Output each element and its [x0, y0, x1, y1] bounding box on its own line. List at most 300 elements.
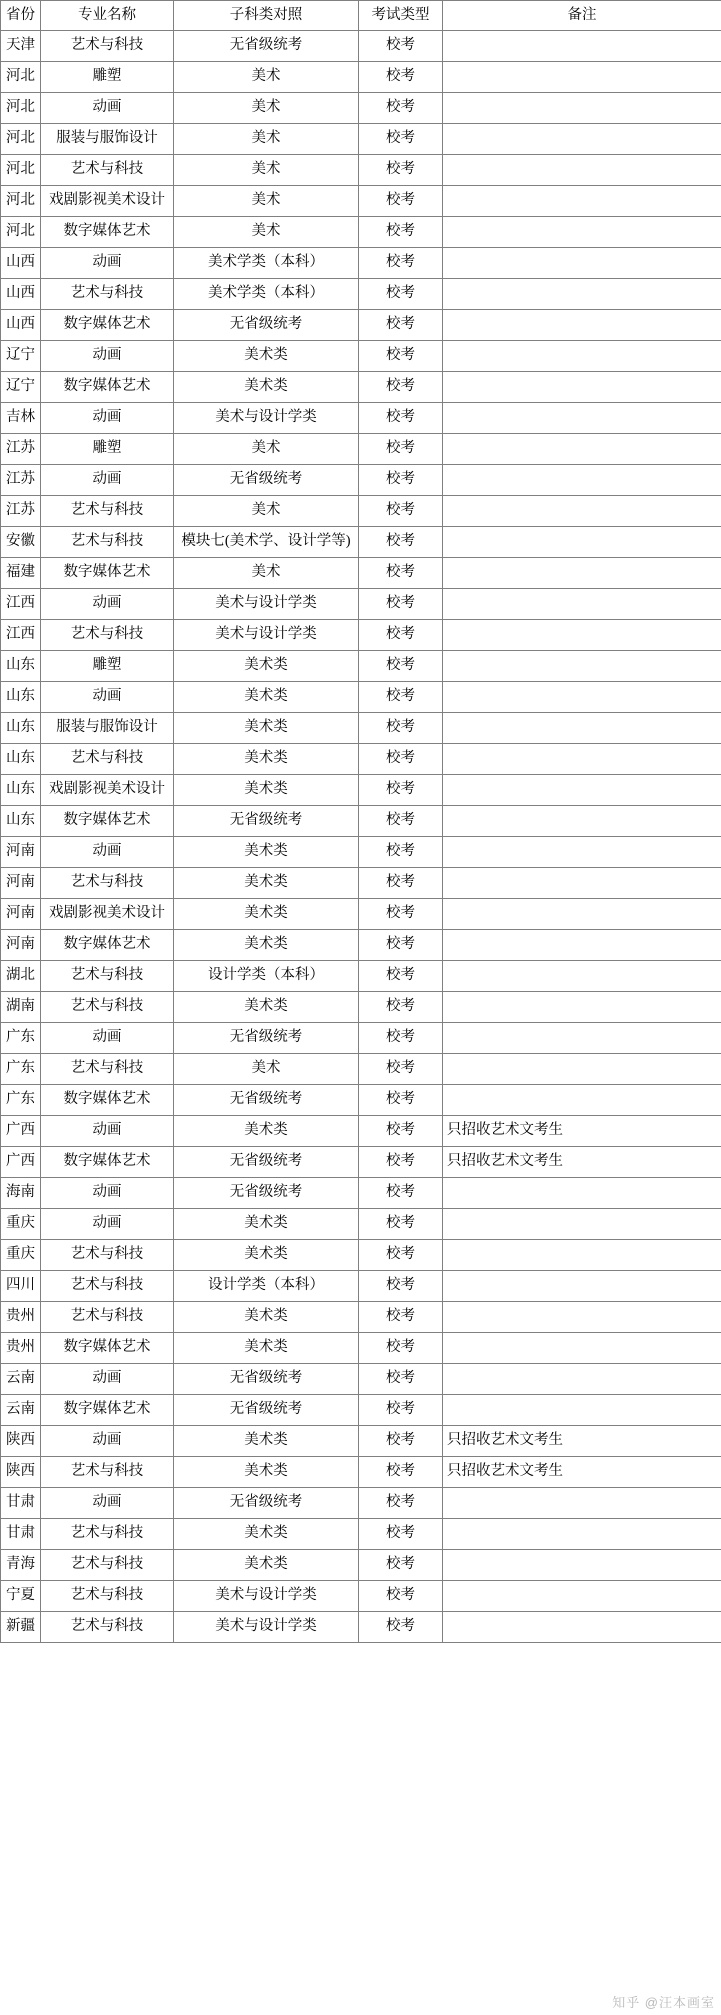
cell-province: 广西	[1, 1116, 41, 1147]
cell-remark	[443, 1364, 721, 1395]
cell-remark	[443, 620, 721, 651]
cell-major: 数字媒体艺术	[41, 806, 174, 837]
cell-major: 艺术与科技	[41, 1240, 174, 1271]
cell-major: 动画	[41, 1364, 174, 1395]
cell-subject: 美术类	[174, 992, 359, 1023]
cell-major: 动画	[41, 1178, 174, 1209]
cell-province: 广东	[1, 1085, 41, 1116]
cell-remark	[443, 713, 721, 744]
cell-subject: 美术与设计学类	[174, 589, 359, 620]
table-header-row	[1, 1, 721, 31]
cell-province: 河北	[1, 124, 41, 155]
cell-remark	[443, 1581, 721, 1612]
table-row	[1, 1240, 721, 1271]
table-row	[1, 961, 721, 992]
column-header-remark: 备注	[443, 1, 721, 31]
cell-exam-type: 校考	[359, 1426, 443, 1457]
cell-major: 动画	[41, 1209, 174, 1240]
table-row	[1, 341, 721, 372]
table-row	[1, 1302, 721, 1333]
table-row	[1, 1023, 721, 1054]
cell-exam-type: 校考	[359, 496, 443, 527]
cell-subject: 美术类	[174, 1240, 359, 1271]
cell-exam-type: 校考	[359, 1550, 443, 1581]
cell-exam-type: 校考	[359, 1581, 443, 1612]
cell-major: 数字媒体艺术	[41, 217, 174, 248]
cell-subject: 无省级统考	[174, 1364, 359, 1395]
cell-province: 广西	[1, 1147, 41, 1178]
cell-subject: 美术	[174, 496, 359, 527]
cell-province: 福建	[1, 558, 41, 589]
cell-major: 艺术与科技	[41, 1519, 174, 1550]
cell-province: 山东	[1, 775, 41, 806]
cell-major: 艺术与科技	[41, 1271, 174, 1302]
cell-subject: 美术类	[174, 899, 359, 930]
cell-major: 戏剧影视美术设计	[41, 775, 174, 806]
table-row	[1, 186, 721, 217]
cell-exam-type: 校考	[359, 434, 443, 465]
cell-remark: 只招收艺术文考生	[443, 1116, 721, 1147]
cell-remark	[443, 279, 721, 310]
cell-province: 青海	[1, 1550, 41, 1581]
cell-remark	[443, 217, 721, 248]
cell-subject: 美术	[174, 558, 359, 589]
cell-subject: 无省级统考	[174, 1023, 359, 1054]
cell-major: 动画	[41, 1116, 174, 1147]
cell-subject: 美术类	[174, 837, 359, 868]
cell-subject: 美术与设计学类	[174, 403, 359, 434]
table-row	[1, 1550, 721, 1581]
watermark: 知乎 @汪本画室	[612, 1995, 715, 2010]
table-row	[1, 1054, 721, 1085]
cell-province: 贵州	[1, 1302, 41, 1333]
table-row	[1, 217, 721, 248]
column-header-exam-type: 考试类型	[359, 1, 443, 31]
cell-exam-type: 校考	[359, 1178, 443, 1209]
table-row	[1, 620, 721, 651]
cell-exam-type: 校考	[359, 310, 443, 341]
cell-remark	[443, 62, 721, 93]
cell-subject: 美术类	[174, 1519, 359, 1550]
cell-major: 数字媒体艺术	[41, 372, 174, 403]
cell-exam-type: 校考	[359, 1271, 443, 1302]
cell-province: 陕西	[1, 1426, 41, 1457]
cell-subject: 美术学类（本科）	[174, 279, 359, 310]
cell-province: 江西	[1, 620, 41, 651]
table-row	[1, 93, 721, 124]
cell-remark	[443, 651, 721, 682]
cell-exam-type: 校考	[359, 1054, 443, 1085]
table-row	[1, 899, 721, 930]
cell-exam-type: 校考	[359, 217, 443, 248]
cell-major: 艺术与科技	[41, 868, 174, 899]
cell-major: 动画	[41, 341, 174, 372]
cell-exam-type: 校考	[359, 1364, 443, 1395]
cell-subject: 美术类	[174, 1457, 359, 1488]
cell-subject: 美术与设计学类	[174, 1581, 359, 1612]
table-row	[1, 1209, 721, 1240]
table-row	[1, 868, 721, 899]
cell-subject: 美术类	[174, 341, 359, 372]
cell-major: 艺术与科技	[41, 1302, 174, 1333]
table-row	[1, 1116, 721, 1147]
cell-subject: 美术类	[174, 1333, 359, 1364]
cell-province: 河南	[1, 899, 41, 930]
cell-exam-type: 校考	[359, 1023, 443, 1054]
cell-major: 数字媒体艺术	[41, 1085, 174, 1116]
cell-major: 动画	[41, 465, 174, 496]
cell-remark	[443, 434, 721, 465]
cell-province: 辽宁	[1, 341, 41, 372]
cell-province: 重庆	[1, 1240, 41, 1271]
cell-remark	[443, 341, 721, 372]
cell-remark: 只招收艺术文考生	[443, 1147, 721, 1178]
cell-remark	[443, 1488, 721, 1519]
cell-province: 山东	[1, 651, 41, 682]
table-header	[1, 1, 721, 31]
table-row	[1, 31, 721, 62]
cell-major: 艺术与科技	[41, 744, 174, 775]
cell-remark	[443, 1550, 721, 1581]
cell-exam-type: 校考	[359, 713, 443, 744]
cell-subject: 美术与设计学类	[174, 1612, 359, 1643]
cell-subject: 设计学类（本科）	[174, 1271, 359, 1302]
table-row	[1, 558, 721, 589]
cell-major: 动画	[41, 1488, 174, 1519]
cell-major: 动画	[41, 837, 174, 868]
cell-exam-type: 校考	[359, 775, 443, 806]
cell-remark	[443, 868, 721, 899]
cell-province: 新疆	[1, 1612, 41, 1643]
cell-province: 云南	[1, 1395, 41, 1426]
cell-remark	[443, 93, 721, 124]
cell-remark	[443, 682, 721, 713]
cell-exam-type: 校考	[359, 248, 443, 279]
table-row	[1, 651, 721, 682]
cell-exam-type: 校考	[359, 1612, 443, 1643]
cell-exam-type: 校考	[359, 1116, 443, 1147]
cell-major: 数字媒体艺术	[41, 1333, 174, 1364]
cell-remark	[443, 1519, 721, 1550]
table-row	[1, 279, 721, 310]
cell-subject: 无省级统考	[174, 1395, 359, 1426]
column-header-subject: 子科类对照	[174, 1, 359, 31]
table-row	[1, 1519, 721, 1550]
table-row	[1, 1085, 721, 1116]
cell-remark	[443, 961, 721, 992]
cell-exam-type: 校考	[359, 1519, 443, 1550]
cell-subject: 美术类	[174, 1116, 359, 1147]
cell-subject: 美术	[174, 217, 359, 248]
table-row	[1, 1395, 721, 1426]
cell-subject: 美术	[174, 434, 359, 465]
cell-subject: 美术类	[174, 775, 359, 806]
cell-remark: 只招收艺术文考生	[443, 1457, 721, 1488]
cell-subject: 无省级统考	[174, 806, 359, 837]
cell-exam-type: 校考	[359, 1085, 443, 1116]
cell-exam-type: 校考	[359, 155, 443, 186]
cell-major: 动画	[41, 403, 174, 434]
cell-exam-type: 校考	[359, 744, 443, 775]
table-row	[1, 806, 721, 837]
table-body	[1, 31, 721, 1643]
cell-subject: 美术类	[174, 868, 359, 899]
cell-exam-type: 校考	[359, 558, 443, 589]
cell-major: 艺术与科技	[41, 155, 174, 186]
cell-major: 雕塑	[41, 434, 174, 465]
cell-exam-type: 校考	[359, 992, 443, 1023]
cell-exam-type: 校考	[359, 620, 443, 651]
cell-exam-type: 校考	[359, 124, 443, 155]
cell-province: 广东	[1, 1023, 41, 1054]
cell-province: 河北	[1, 93, 41, 124]
cell-exam-type: 校考	[359, 1147, 443, 1178]
table-row	[1, 1147, 721, 1178]
cell-subject: 无省级统考	[174, 1147, 359, 1178]
cell-province: 安徽	[1, 527, 41, 558]
cell-remark	[443, 1209, 721, 1240]
cell-province: 山东	[1, 682, 41, 713]
cell-subject: 美术类	[174, 1550, 359, 1581]
table-row	[1, 1457, 721, 1488]
cell-remark	[443, 403, 721, 434]
cell-major: 动画	[41, 1023, 174, 1054]
cell-remark	[443, 1085, 721, 1116]
cell-subject: 无省级统考	[174, 1085, 359, 1116]
cell-major: 雕塑	[41, 62, 174, 93]
cell-major: 艺术与科技	[41, 279, 174, 310]
cell-major: 艺术与科技	[41, 1457, 174, 1488]
cell-remark	[443, 496, 721, 527]
cell-exam-type: 校考	[359, 1488, 443, 1519]
cell-remark	[443, 992, 721, 1023]
cell-major: 动画	[41, 248, 174, 279]
cell-exam-type: 校考	[359, 341, 443, 372]
cell-province: 江苏	[1, 465, 41, 496]
cell-exam-type: 校考	[359, 682, 443, 713]
cell-exam-type: 校考	[359, 589, 443, 620]
table-row	[1, 1333, 721, 1364]
cell-province: 四川	[1, 1271, 41, 1302]
table-row	[1, 310, 721, 341]
table-row	[1, 1178, 721, 1209]
cell-remark	[443, 155, 721, 186]
cell-subject: 美术类	[174, 682, 359, 713]
cell-subject: 美术	[174, 62, 359, 93]
cell-major: 服装与服饰设计	[41, 124, 174, 155]
table-row	[1, 1271, 721, 1302]
cell-province: 山西	[1, 279, 41, 310]
cell-major: 动画	[41, 589, 174, 620]
cell-exam-type: 校考	[359, 372, 443, 403]
cell-remark	[443, 1333, 721, 1364]
cell-subject: 无省级统考	[174, 465, 359, 496]
cell-major: 服装与服饰设计	[41, 713, 174, 744]
cell-exam-type: 校考	[359, 31, 443, 62]
cell-exam-type: 校考	[359, 837, 443, 868]
cell-province: 山东	[1, 744, 41, 775]
cell-remark	[443, 1395, 721, 1426]
cell-province: 山西	[1, 248, 41, 279]
cell-remark: 只招收艺术文考生	[443, 1426, 721, 1457]
cell-remark	[443, 930, 721, 961]
cell-subject: 美术	[174, 93, 359, 124]
table-row	[1, 155, 721, 186]
table-row	[1, 713, 721, 744]
cell-remark	[443, 527, 721, 558]
table-row	[1, 837, 721, 868]
cell-province: 河南	[1, 837, 41, 868]
cell-province: 河北	[1, 62, 41, 93]
cell-remark	[443, 248, 721, 279]
cell-remark	[443, 372, 721, 403]
table-row	[1, 1581, 721, 1612]
cell-province: 江苏	[1, 496, 41, 527]
cell-major: 数字媒体艺术	[41, 1147, 174, 1178]
cell-exam-type: 校考	[359, 279, 443, 310]
cell-major: 数字媒体艺术	[41, 310, 174, 341]
table-row	[1, 1364, 721, 1395]
cell-remark	[443, 1302, 721, 1333]
cell-province: 湖北	[1, 961, 41, 992]
cell-major: 艺术与科技	[41, 496, 174, 527]
table-row	[1, 1426, 721, 1457]
cell-major: 艺术与科技	[41, 1612, 174, 1643]
table-row	[1, 248, 721, 279]
cell-province: 江苏	[1, 434, 41, 465]
table-row	[1, 124, 721, 155]
cell-exam-type: 校考	[359, 868, 443, 899]
cell-exam-type: 校考	[359, 93, 443, 124]
cell-exam-type: 校考	[359, 1209, 443, 1240]
cell-major: 戏剧影视美术设计	[41, 186, 174, 217]
cell-subject: 美术类	[174, 1302, 359, 1333]
cell-remark	[443, 558, 721, 589]
cell-major: 艺术与科技	[41, 620, 174, 651]
cell-province: 辽宁	[1, 372, 41, 403]
cell-exam-type: 校考	[359, 1395, 443, 1426]
cell-major: 艺术与科技	[41, 527, 174, 558]
cell-subject: 美术类	[174, 930, 359, 961]
cell-remark	[443, 899, 721, 930]
cell-province: 河南	[1, 868, 41, 899]
cell-subject: 美术	[174, 124, 359, 155]
cell-remark	[443, 124, 721, 155]
cell-major: 动画	[41, 93, 174, 124]
table-row	[1, 527, 721, 558]
column-header-major: 专业名称	[41, 1, 174, 31]
cell-major: 数字媒体艺术	[41, 1395, 174, 1426]
cell-subject: 美术学类（本科）	[174, 248, 359, 279]
cell-major: 艺术与科技	[41, 1550, 174, 1581]
cell-province: 陕西	[1, 1457, 41, 1488]
cell-province: 重庆	[1, 1209, 41, 1240]
cell-remark	[443, 465, 721, 496]
table-row	[1, 403, 721, 434]
cell-province: 贵州	[1, 1333, 41, 1364]
cell-major: 雕塑	[41, 651, 174, 682]
cell-province: 河北	[1, 217, 41, 248]
cell-province: 湖南	[1, 992, 41, 1023]
cell-province: 天津	[1, 31, 41, 62]
cell-exam-type: 校考	[359, 62, 443, 93]
cell-province: 河北	[1, 155, 41, 186]
cell-subject: 无省级统考	[174, 31, 359, 62]
cell-exam-type: 校考	[359, 961, 443, 992]
cell-major: 动画	[41, 682, 174, 713]
cell-remark	[443, 837, 721, 868]
cell-exam-type: 校考	[359, 806, 443, 837]
cell-province: 宁夏	[1, 1581, 41, 1612]
cell-subject: 无省级统考	[174, 1488, 359, 1519]
cell-province: 河北	[1, 186, 41, 217]
table-row	[1, 589, 721, 620]
cell-province: 山东	[1, 806, 41, 837]
cell-exam-type: 校考	[359, 186, 443, 217]
cell-remark	[443, 806, 721, 837]
cell-major: 艺术与科技	[41, 31, 174, 62]
cell-province: 江西	[1, 589, 41, 620]
cell-province: 海南	[1, 1178, 41, 1209]
cell-subject: 美术	[174, 1054, 359, 1085]
table-row	[1, 682, 721, 713]
cell-exam-type: 校考	[359, 403, 443, 434]
table-row	[1, 1488, 721, 1519]
cell-province: 云南	[1, 1364, 41, 1395]
cell-exam-type: 校考	[359, 527, 443, 558]
cell-subject: 美术类	[174, 651, 359, 682]
table-row	[1, 62, 721, 93]
cell-remark	[443, 1271, 721, 1302]
cell-exam-type: 校考	[359, 1457, 443, 1488]
cell-province: 甘肃	[1, 1519, 41, 1550]
cell-major: 动画	[41, 1426, 174, 1457]
cell-major: 艺术与科技	[41, 1054, 174, 1085]
cell-remark	[443, 310, 721, 341]
cell-subject: 美术类	[174, 372, 359, 403]
cell-exam-type: 校考	[359, 1240, 443, 1271]
column-header-province: 省份	[1, 1, 41, 31]
table-row	[1, 930, 721, 961]
cell-major: 艺术与科技	[41, 961, 174, 992]
table-row	[1, 372, 721, 403]
cell-province: 山西	[1, 310, 41, 341]
cell-province: 河南	[1, 930, 41, 961]
cell-subject: 模块七(美术学、设计学等)	[174, 527, 359, 558]
cell-subject: 美术类	[174, 1426, 359, 1457]
cell-exam-type: 校考	[359, 651, 443, 682]
cell-exam-type: 校考	[359, 1302, 443, 1333]
cell-remark	[443, 1240, 721, 1271]
cell-subject: 美术	[174, 155, 359, 186]
cell-remark	[443, 1178, 721, 1209]
cell-province: 甘肃	[1, 1488, 41, 1519]
cell-subject: 美术类	[174, 1209, 359, 1240]
cell-province: 山东	[1, 713, 41, 744]
cell-remark	[443, 775, 721, 806]
table-row	[1, 992, 721, 1023]
cell-subject: 无省级统考	[174, 1178, 359, 1209]
cell-province: 广东	[1, 1054, 41, 1085]
cell-subject: 设计学类（本科）	[174, 961, 359, 992]
cell-remark	[443, 1023, 721, 1054]
table-row	[1, 434, 721, 465]
cell-subject: 美术	[174, 186, 359, 217]
cell-exam-type: 校考	[359, 465, 443, 496]
cell-subject: 无省级统考	[174, 310, 359, 341]
cell-exam-type: 校考	[359, 899, 443, 930]
cell-major: 数字媒体艺术	[41, 930, 174, 961]
